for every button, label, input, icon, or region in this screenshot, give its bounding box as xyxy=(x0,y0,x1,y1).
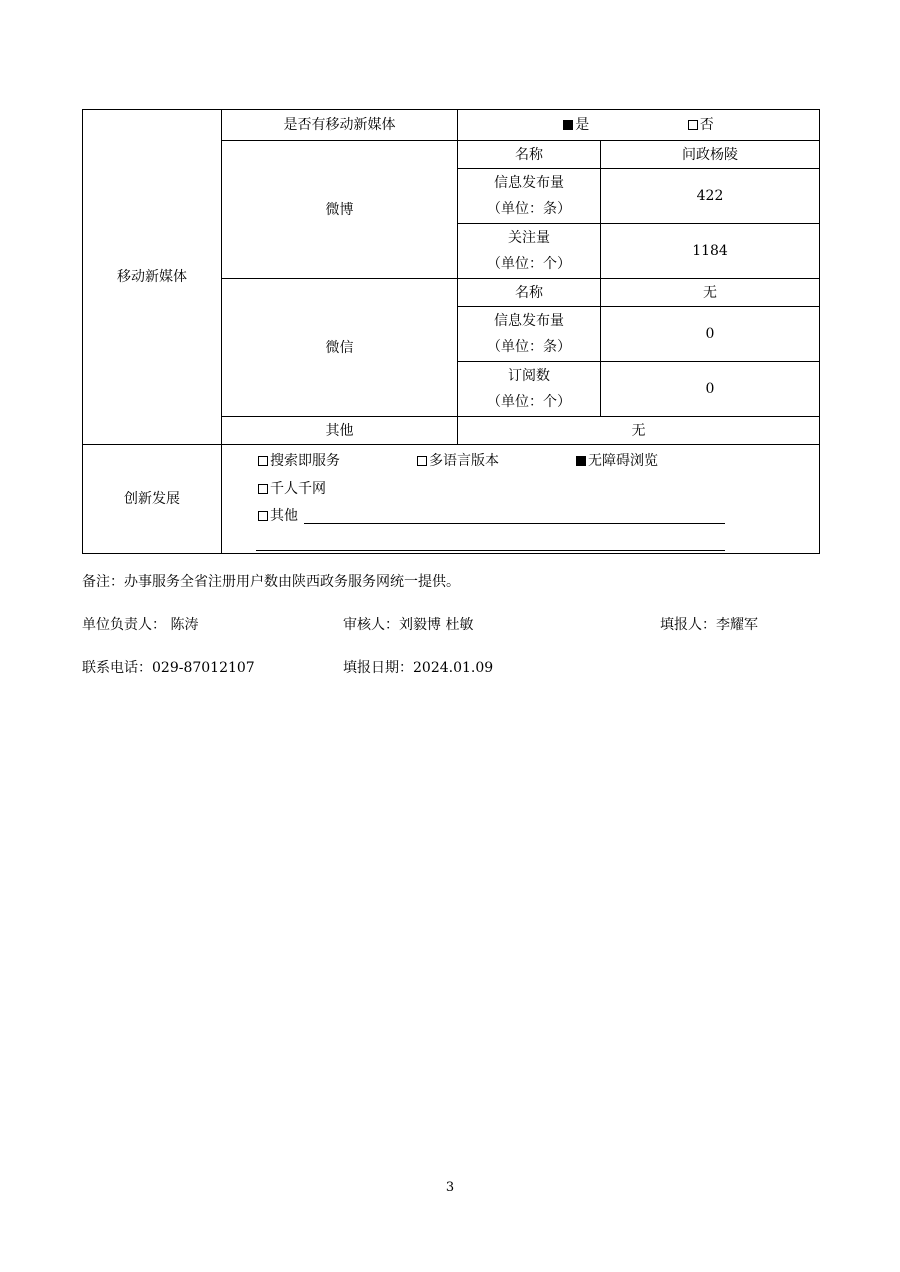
weibo-name-value: 问政杨陵 xyxy=(601,141,820,169)
option-label: 其他 xyxy=(270,508,298,524)
has-media-options xyxy=(458,110,820,141)
weibo-name-label: 名称 xyxy=(458,141,601,169)
filler: 填报人：李耀军 xyxy=(660,617,758,633)
other-checkbox-icon xyxy=(258,511,268,521)
personalized-web-checkbox-icon xyxy=(258,484,268,494)
weibo-posts-label-line2: （单位：条） xyxy=(487,201,571,217)
weibo-followers-value: 1184 xyxy=(601,224,820,279)
weibo-followers-label-line1: 关注量 xyxy=(508,230,550,246)
wechat-posts-label-line1: 信息发布量 xyxy=(494,313,564,329)
option-label: 无障碍浏览 xyxy=(588,453,658,469)
weibo-posts-label xyxy=(458,169,601,224)
has-media-question: 是否有移动新媒体 xyxy=(222,110,458,141)
no-label: 否 xyxy=(699,117,714,133)
report-table xyxy=(82,109,820,554)
innovation-section-label: 创新发展 xyxy=(83,445,222,554)
wechat-posts-label-line2: （单位：条） xyxy=(487,339,571,355)
accessible-browsing-checkbox-icon xyxy=(576,456,586,466)
innovation-options xyxy=(222,445,820,554)
contact-phone: 联系电话：029-87012107 xyxy=(82,660,255,676)
option-label: 多语言版本 xyxy=(429,453,499,469)
wechat-posts-label xyxy=(458,307,601,362)
weibo-followers-label xyxy=(458,224,601,279)
other-label: 其他 xyxy=(222,417,458,445)
option-multilingual[interactable] xyxy=(417,451,499,471)
wechat-name-value: 无 xyxy=(601,279,820,307)
wechat-subs-label-line1: 订阅数 xyxy=(508,368,550,384)
other-second-underline[interactable] xyxy=(256,550,725,551)
option-search-as-service[interactable] xyxy=(258,451,340,471)
fill-date: 填报日期：2024.01.09 xyxy=(343,660,494,676)
option-label: 搜索即服务 xyxy=(270,453,340,469)
option-personalized-web[interactable] xyxy=(258,479,326,499)
wechat-subs-value: 0 xyxy=(601,362,820,417)
weibo-posts-label-line1: 信息发布量 xyxy=(494,175,564,191)
wechat-label: 微信 xyxy=(222,279,458,417)
wechat-subs-label xyxy=(458,362,601,417)
option-other[interactable] xyxy=(258,506,298,526)
page-number: 3 xyxy=(445,1180,455,1195)
option-label: 千人千网 xyxy=(270,481,326,497)
wechat-name-label: 名称 xyxy=(458,279,601,307)
weibo-label: 微博 xyxy=(222,141,458,279)
wechat-posts-value: 0 xyxy=(601,307,820,362)
no-checkbox-icon xyxy=(688,120,698,130)
search-as-service-checkbox-icon xyxy=(258,456,268,466)
multilingual-checkbox-icon xyxy=(417,456,427,466)
unit-head: 单位负责人： 陈涛 xyxy=(82,617,199,633)
wechat-subs-label-line2: （单位：个） xyxy=(487,394,571,410)
option-accessible-browsing[interactable] xyxy=(576,451,658,471)
footer-note: 备注：办事服务全省注册用户数由陕西政务服务网统一提供。 xyxy=(82,574,460,590)
other-value: 无 xyxy=(458,417,820,445)
yes-label: 是 xyxy=(575,117,590,133)
weibo-posts-value: 422 xyxy=(601,169,820,224)
no-option[interactable] xyxy=(641,112,761,138)
other-underline[interactable] xyxy=(304,523,725,524)
yes-option[interactable] xyxy=(516,112,636,138)
weibo-followers-label-line2: （单位：个） xyxy=(487,256,571,272)
mobile-media-section-label: 移动新媒体 xyxy=(83,110,222,445)
yes-checkbox-icon xyxy=(563,120,573,130)
reviewer: 审核人：刘毅博 杜敏 xyxy=(343,617,474,633)
